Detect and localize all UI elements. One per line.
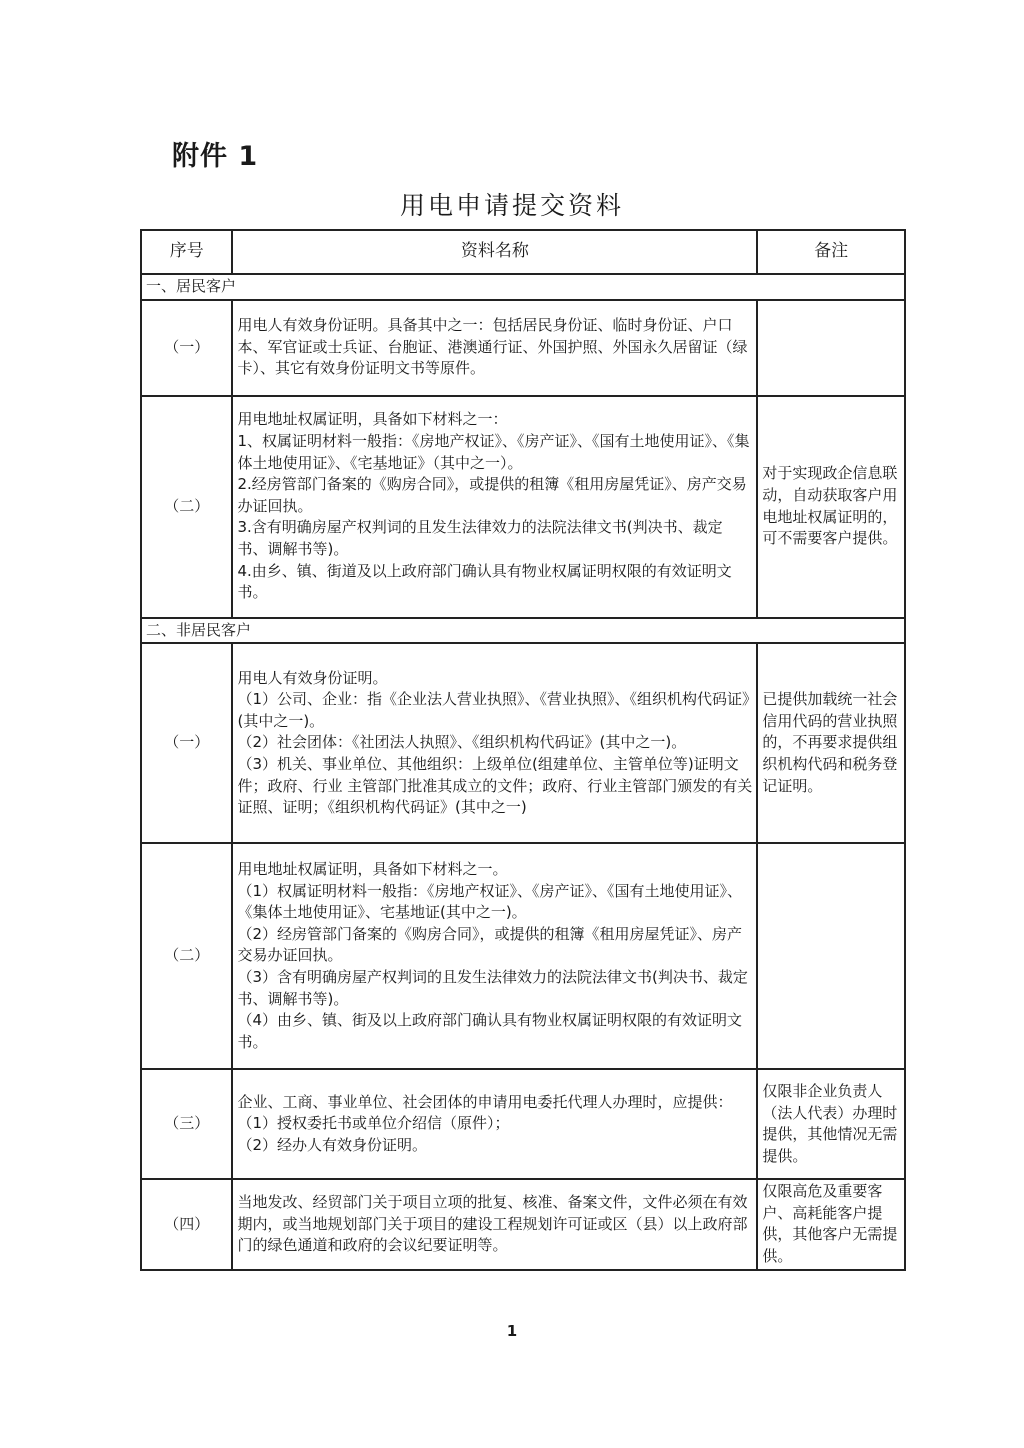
row-seq: （一） (141, 300, 232, 396)
row-note (757, 300, 905, 396)
row-content: 用电人有效身份证明。具备其中之一：包括居民身份证、临时身份证、户口本、军官证或士兵证、台胞证、港澳通行证、外国护照、外国永久居留证（绿卡）、其它有效身份证明文书等原件。 (232, 300, 757, 396)
attachment-label: 附件 1 (172, 141, 259, 172)
row-note: 仅限非企业负责人（法人代表）办理时提供，其他情况无需提供。 (757, 1069, 905, 1179)
table-row (141, 643, 905, 843)
table-row (141, 1179, 905, 1269)
row-content: 企业、工商、事业单位、社会团体的申请用电委托代理人办理时，应提供： （1）授权委托书或单位介绍信（原件）； （2）经办人有效身份证明。 (232, 1069, 757, 1179)
section-row (141, 274, 905, 300)
row-content: 用电地址权属证明，具备如下材料之一： 1、权属证明材料一般指：《房地产权证》、《房产证》、《国有土地使用证》、《集体土地使用证》、《宅基地证》（其中之一）。 2.经房管部门备案的《购房合同》，或提供的租簿《租用房屋凭证》、房产交易办证回执。 3.含有明确房屋产权判词的且发生法律效力的法院法律文书(判决书、裁定书、调解书等)。 4.由乡、镇、街道及以上政府部门确认具有物业权属证明权限的有效证明文书。 (232, 396, 757, 618)
materials-table (140, 229, 906, 1271)
row-seq: （二） (141, 843, 232, 1069)
header-seq: 序号 (141, 230, 232, 274)
row-content: 当地发改、经贸部门关于项目立项的批复、核准、备案文件，文件必须在有效期内，或当地规划部门关于项目的建设工程规划许可证或区（县）以上政府部门的绿色通道和政府的会议纪要证明等。 (232, 1179, 757, 1269)
section-title-residential: 一、居民客户 (141, 274, 905, 300)
row-seq: （四） (141, 1179, 232, 1269)
row-note (757, 843, 905, 1069)
table-row (141, 1069, 905, 1179)
section-row (141, 618, 905, 644)
table-header-row (141, 230, 905, 274)
row-note: 仅限高危及重要客户、高耗能客户提供，其他客户无需提供。 (757, 1179, 905, 1269)
row-seq: （二） (141, 396, 232, 618)
section-title-non-residential: 二、非居民客户 (141, 618, 905, 644)
table-row (141, 843, 905, 1069)
page-number: 1 (506, 1322, 518, 1340)
row-content: 用电地址权属证明，具备如下材料之一。 （1）权属证明材料一般指：《房地产权证》、《房产证》、《国有土地使用证》、《集体土地使用证》、宅基地证(其中之一)。 （2）经房管部门备案的《购房合同》，或提供的租簿《租用房屋凭证》、房产交易办证回执。 （3）含有明确房屋产权判词的且发生法律效力的法院法律文书(判决书、裁定书、调解书等)。 （4）由乡、镇、街及以上政府部门确认具有物业权属证明权限的有效证明文书。 (232, 843, 757, 1069)
header-note: 备注 (757, 230, 905, 274)
header-material-name: 资料名称 (232, 230, 757, 274)
row-content: 用电人有效身份证明。 （1）公司、企业：指《企业法人营业执照》、《营业执照》、《组织机构代码证》(其中之一)。 （2）社会团体：《社团法人执照》、《组织机构代码证》(其中之一)。 （3）机关、事业单位、其他组织：上级单位(组建单位、主管单位等)证明文件；政府、行业 主管部门批准其成立的文件；政府、行业主管部门颁发的有关证照、证明；《组织机构代码证》(其中之一) (232, 643, 757, 843)
row-note: 对于实现政企信息联动，自动获取客户用电地址权属证明的，可不需要客户提供。 (757, 396, 905, 618)
row-seq: （一） (141, 643, 232, 843)
document-title: 用电申请提交资料 (399, 191, 624, 220)
table-row (141, 396, 905, 618)
row-seq: （三） (141, 1069, 232, 1179)
row-note: 已提供加载统一社会信用代码的营业执照的，不再要求提供组织机构代码和税务登记证明。 (757, 643, 905, 843)
table-row (141, 300, 905, 396)
